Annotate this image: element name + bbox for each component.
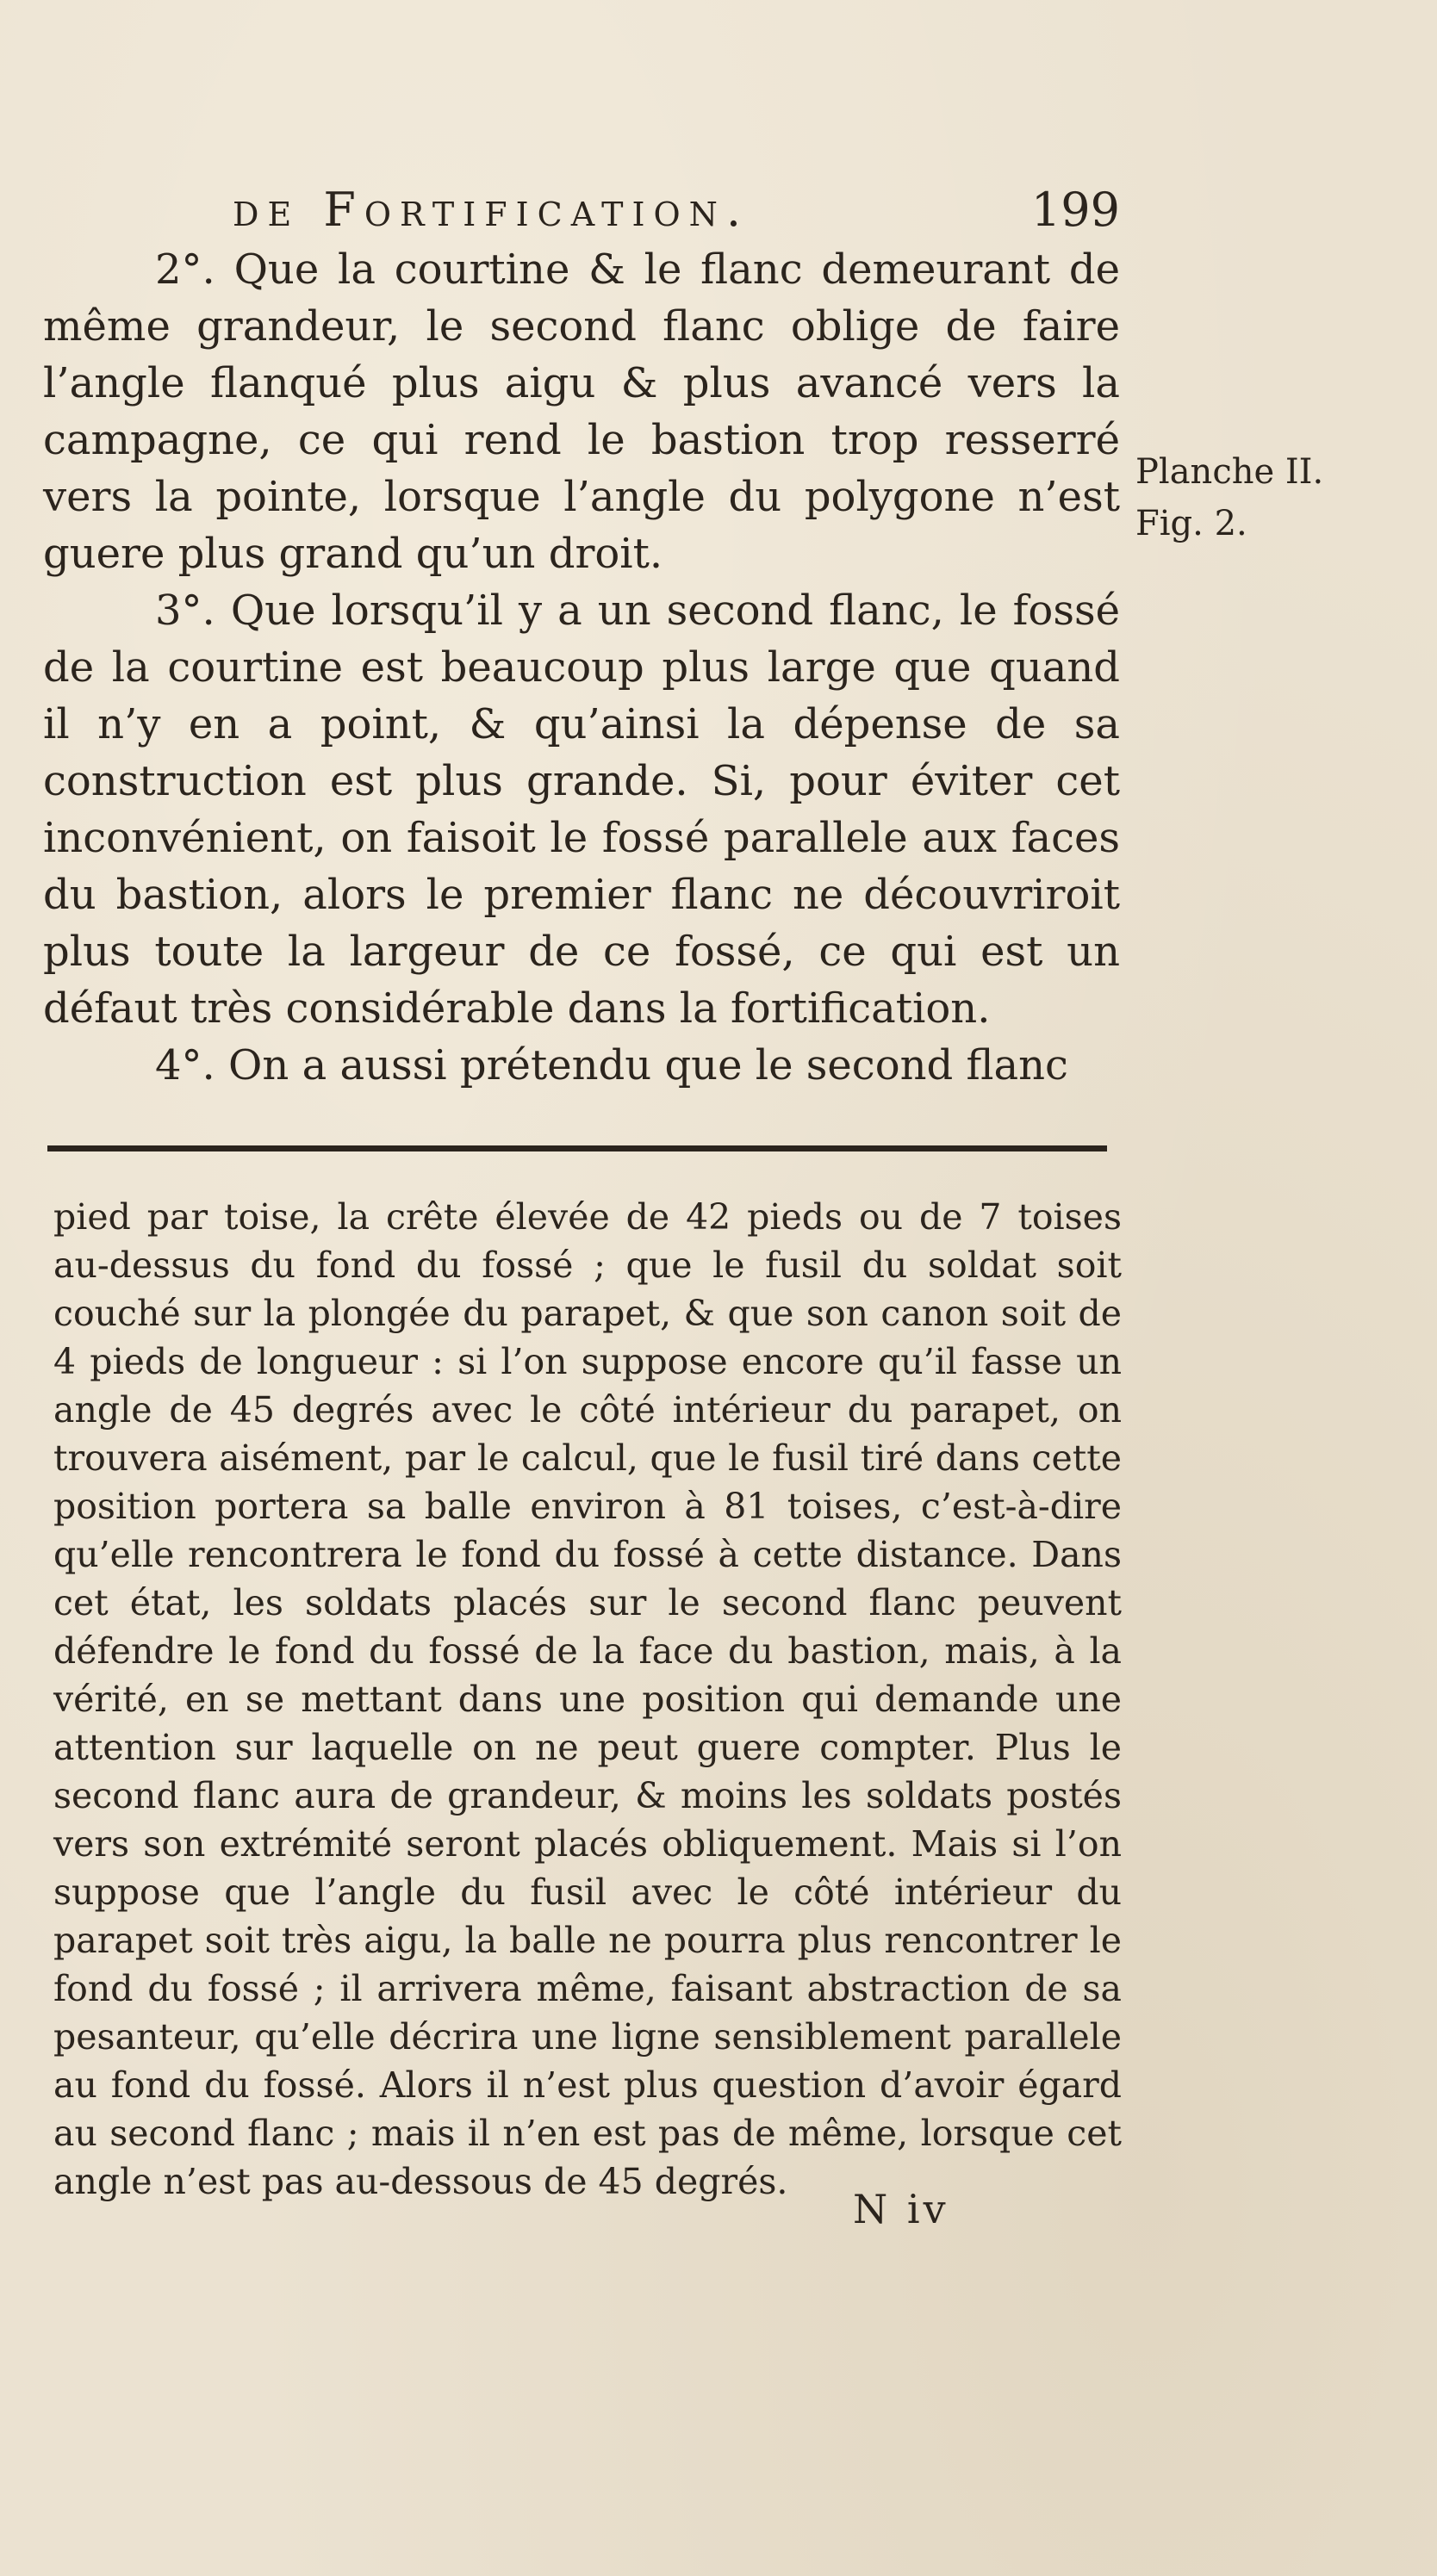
marginal-note-figure: Fig. 2. bbox=[1135, 504, 1247, 543]
paragraph-3: 3°. Que lorsqu’il y a un second flanc, le fossé de la courtine est beaucoup plus large que quand il n’y en a point, & qu’ainsi la dépense de sa construction est plus grande. Si, pour éviter cet inconvénient, on faisoit le fossé parallele aux faces du bastion, alors le premier flanc ne découvriroit plus toute la largeur de ce fossé, ce qui est un défaut très considérable dans la fortification. bbox=[43, 587, 1120, 1033]
signature-mark: N iv bbox=[853, 2186, 949, 2232]
footnote-block bbox=[53, 1193, 1122, 2206]
paragraph-2: 2°. Que la courtine & le flanc demeurant de même grandeur, le second flanc oblige de faire l’angle flanqué plus aigu & plus avancé vers la campagne, ce qui rend le bastion trop resserré vers la pointe, lorsque l’angle du polygone n’est guere plus grand qu’un droit. bbox=[43, 245, 1120, 578]
main-text bbox=[43, 241, 1120, 1094]
marginal-note-plate: Planche II. bbox=[1135, 452, 1324, 492]
page-header bbox=[233, 183, 1120, 243]
footnote-rule bbox=[47, 1145, 1107, 1151]
page-number: 199 bbox=[1030, 183, 1120, 237]
paragraph-4: 4°. On a aussi prétendu que le second flanc bbox=[155, 1041, 1068, 1089]
footnote-paragraph: pied par toise, la crête élevée de 42 pieds ou de 7 toises au-dessus du fond du fossé ; que le fusil du soldat soit couché sur la plongée du parapet, & que son canon soit de 4 pieds de longueur : si l’on suppose encore qu’il fasse un angle de 45 degrés avec le côté intérieur du parapet, on trouvera aisément, par le calcul, que le fusil tiré dans cette position portera sa balle environ à 81 toises, c’est-à-dire qu’elle rencontrera le fond du fossé à cette distance. Dans cet état, les soldats placés sur le second flanc peuvent défendre le fond du fossé de la face du bastion, mais, à la vérité, en se mettant dans une position qui demande une attention sur laquelle on ne peut guere compter. Plus le second flanc aura de grandeur, & moins les soldats postés vers son extrémité seront placés obliquement. Mais si l’on suppose que l’angle du fusil avec le côté intérieur du parapet soit très aigu, la balle ne pourra plus rencontrer le fond du fossé ; il arrivera même, faisant abstraction de sa pesanteur, qu’elle décrira une ligne sensiblement parallele au fond du fossé. Alors il n’est plus question d’avoir égard au second flanc ; mais il n’en est pas de même, lorsque cet angle n’est pas au-dessous de 45 degrés. bbox=[53, 1196, 1122, 2202]
marginal-note bbox=[1135, 446, 1394, 549]
running-title: de Fortification. bbox=[233, 183, 750, 237]
